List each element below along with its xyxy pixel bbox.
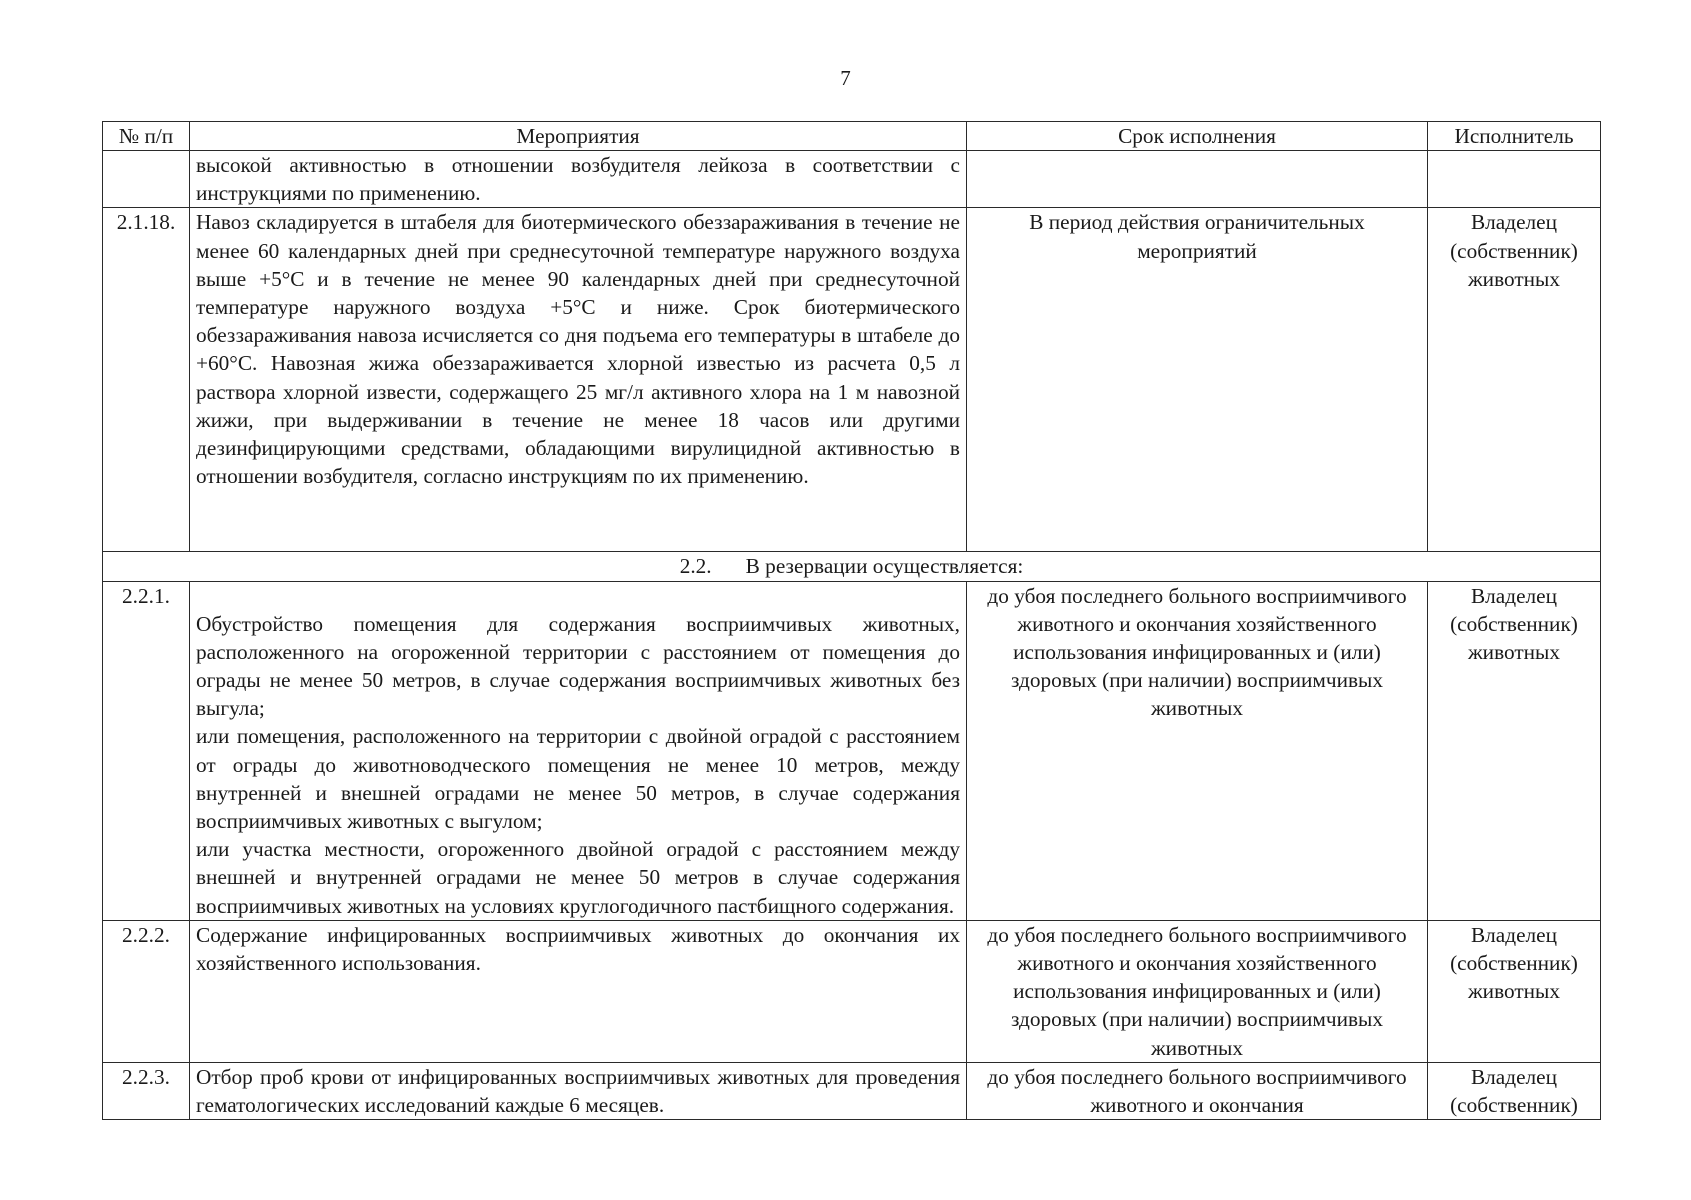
- cell-num: 2.1.18.: [103, 208, 190, 552]
- cell-term: до убоя последнего больного восприимчивого животного и окончания хозяйственного использования инфицированных и (или) здоровых (при наличии) восприимчивых животных: [967, 581, 1428, 920]
- cell-event: высокой активностью в отношении возбудителя лейкоза в соответствии с инструкциями по применению.: [190, 151, 967, 208]
- table-header-row: [103, 122, 1601, 151]
- cell-num: 2.2.3.: [103, 1062, 190, 1119]
- cell-term: до убоя последнего больного восприимчивого животного и окончания: [967, 1062, 1428, 1119]
- table-row-2-2-2: [103, 920, 1601, 1062]
- table-row-continuation: [103, 151, 1601, 208]
- table-row-2-1-18: [103, 208, 1601, 552]
- cell-executor: Владелец (собственник) животных: [1428, 208, 1601, 552]
- cell-term: В период действия ограничительных мероприятий: [967, 208, 1428, 552]
- cell-event: Навоз складируется в штабеля для биотермического обеззараживания в течение не менее 60 календарных дней при среднесуточной температуре наружного воздуха выше +5°С и в течение не менее 90 календарных дней при среднесуточной температуре наружного воздуха +5°С и ниже. Срок биотермического обеззараживания навоза исчисляется со дня подъема его температуры в штабеле до +60°С. Навозная жижа обеззараживается хлорной известью из расчета 0,5 л раствора хлорной извести, содержащего 25 мг/л активного хлора на 1 м навозной жижи, при выдерживании в течение не менее 18 часов или другими дезинфицирующими средствами, обладающими вирулицидной активностью в отношении возбудителя, согласно инструкциям по их применению.: [190, 208, 967, 552]
- cell-num: 2.2.1.: [103, 581, 190, 920]
- section-number: 2.2.: [679, 554, 712, 579]
- header-num: № п/п: [103, 122, 190, 151]
- table-header: [103, 122, 1601, 151]
- cell-spacer: [196, 582, 960, 610]
- section-row-2-2: [103, 552, 1601, 581]
- cell-event: Отбор проб крови от инфицированных восприимчивых животных для проведения гематологических исследований каждые 6 месяцев.: [190, 1062, 967, 1119]
- cell-num: 2.2.2.: [103, 920, 190, 1062]
- cell-executor: [1428, 151, 1601, 208]
- cell-executor: Владелец (собственник): [1428, 1062, 1601, 1119]
- measures-table: [102, 121, 1601, 1120]
- section-title: В резервации осуществляется:: [745, 554, 1024, 579]
- page-number: 7: [840, 66, 851, 90]
- event-paragraph-1: Обустройство помещения для содержания восприимчивых животных, расположенного на огороженной территории с расстоянием от помещения до ограды не менее 50 метров, в случае содержания восприимчивых животных без выгула;: [196, 611, 960, 721]
- event-paragraph-3: или участка местности, огороженного двойной оградой с расстоянием между внешней и внутренней оградами не менее 50 метров в случае содержания восприимчивых животных на условиях круглогодичного пастбищного содержания.: [196, 837, 960, 918]
- cell-executor: Владелец (собственник) животных: [1428, 920, 1601, 1062]
- table-row-2-2-1: [103, 581, 1601, 920]
- header-event: Мероприятия: [190, 122, 967, 151]
- header-term: Срок исполнения: [967, 122, 1428, 151]
- header-executor: Исполнитель: [1428, 122, 1601, 151]
- cell-term: [967, 151, 1428, 208]
- table-row-2-2-3: [103, 1062, 1601, 1119]
- event-paragraph-2: или помещения, расположенного на территории с двойной оградой с расстоянием от ограды до животноводческого помещения не менее 10 метров, между внутренней и внешней оградами не менее 50 метров, в случае содержания восприимчивых животных с выгулом;: [196, 724, 960, 834]
- cell-executor: Владелец (собственник) животных: [1428, 581, 1601, 920]
- cell-term: до убоя последнего больного восприимчивого животного и окончания хозяйственного использования инфицированных и (или) здоровых (при наличии) восприимчивых животных: [967, 920, 1428, 1062]
- cell-event: [190, 581, 967, 920]
- section-heading: [103, 552, 1601, 581]
- cell-num: [103, 151, 190, 208]
- cell-event: Содержание инфицированных восприимчивых животных до окончания их хозяйственного использования.: [190, 920, 967, 1062]
